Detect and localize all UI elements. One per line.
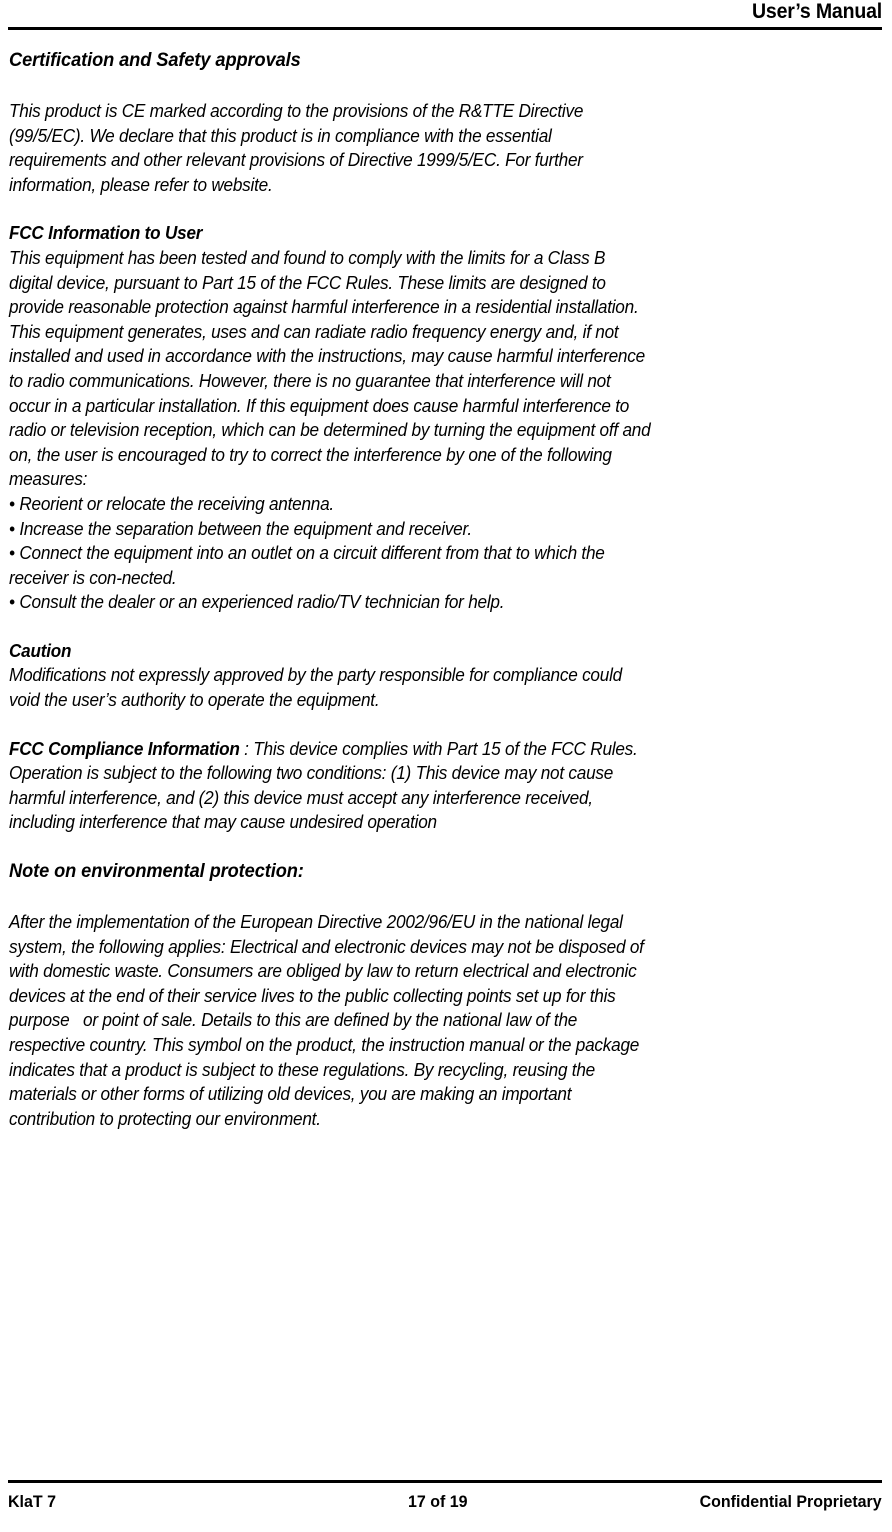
text-line: receiver is con-nected. [9, 567, 177, 588]
text-line: on, the user is encouraged to try to correct the interference by one of the following [9, 444, 612, 465]
text-line: requirements and other relevant provisions of Directive 1999/5/EC. For further [9, 150, 583, 171]
text-line: After the implementation of the European Directive 2002/96/EU in the national legal [9, 912, 623, 933]
text-line: This equipment has been tested and found to comply with the limits for a Class B [9, 247, 606, 268]
text-line: This equipment generates, uses and can radiate radio frequency energy and, if not [9, 321, 619, 342]
spacer [9, 197, 881, 221]
spacer [9, 835, 881, 859]
text-line: respective country. This symbol on the product, the instruction manual or the package [9, 1035, 640, 1055]
spacer [9, 74, 881, 99]
text-line: This product is CE marked according to the provisions of the R&TTE Directive [9, 101, 584, 121]
fcc-compliance-lead: FCC Compliance Information [9, 738, 240, 759]
text-line: Modifications not expressly approved by the party responsible for compliance could [9, 665, 622, 686]
text-line: with domestic waste. Consumers are obliged by law to return electrical and electronic [9, 961, 637, 982]
text-line: measures: [9, 469, 88, 490]
text-line: purpose or point of sale. Details to this are defined by the national law of the [9, 1010, 578, 1031]
text-line: occur in a particular installation. If this equipment does cause harmful interference to [9, 395, 630, 416]
bullet-item: • Increase the separation between the equipment and receiver. [9, 518, 472, 539]
text-line: indicates that a product is subject to these regulations. By recycling, reusing the [9, 1059, 595, 1080]
paragraph-fcc-information [9, 246, 880, 615]
page-header [8, 0, 882, 30]
section-heading-certification: Certification and Safety approvals [9, 50, 301, 71]
text-line: materials or other forms of utilizing old devices, you are making an important [9, 1084, 572, 1105]
paragraph-environmental [9, 910, 880, 1131]
footer-divider [8, 1480, 882, 1483]
header-title: User’s Manual [751, 0, 882, 23]
spacer [9, 615, 881, 639]
text-line: system, the following applies: Electrical and electronic devices may not be disposed of [9, 936, 644, 957]
text-line: Operation is subject to the following two conditions: (1) This device may not cause [9, 763, 614, 784]
footer-page-number: 17 of 19 [408, 1492, 468, 1511]
footer-row [8, 1490, 882, 1520]
section-heading-caution: Caution [9, 640, 72, 661]
section-heading-environmental: Note on environmental protection: [9, 861, 304, 883]
page-footer [8, 1480, 882, 1532]
text-line: (99/5/EC). We declare that this product is in compliance with the essential [9, 125, 552, 146]
text-line: digital device, pursuant to Part 15 of the FCC Rules. These limits are designed to [9, 272, 606, 293]
text-line: radio or television reception, which can be determined by turning the equipment off and [9, 420, 651, 441]
bullet-item: • Consult the dealer or an experienced radio/TV technician for help. [9, 592, 505, 613]
text-line: including interference that may cause undesired operation [9, 812, 437, 833]
page-content [9, 48, 881, 1131]
footer-document-id: KlaT 7 [8, 1492, 56, 1511]
text-line-with-lead [9, 737, 880, 762]
text-line: contribution to protecting our environment. [9, 1108, 321, 1129]
section-heading-fcc-information: FCC Information to User [9, 223, 203, 244]
text-line: to radio communications. However, there is no guarantee that interference will not [9, 370, 611, 391]
text-line: void the user’s authority to operate the equipment. [9, 690, 380, 711]
footer-confidentiality-notice: Confidential Proprietary [699, 1492, 882, 1511]
paragraph-caution [9, 663, 880, 712]
paragraph-fcc-compliance [9, 737, 880, 835]
spacer [9, 713, 881, 737]
text-line: installed and used in accordance with the instructions, may cause harmful interference [9, 346, 645, 367]
spacer [9, 885, 881, 910]
text-line: devices at the end of their service lives to the public collecting points set up for this [9, 985, 616, 1006]
paragraph-certification [9, 99, 880, 197]
text-line: : This device complies with Part 15 of the FCC Rules. [239, 738, 638, 759]
text-line: information, please refer to website. [9, 174, 273, 195]
header-divider [8, 27, 882, 30]
text-line: harmful interference, and (2) this device must accept any interference received, [9, 787, 593, 808]
bullet-item: • Reorient or relocate the receiving antenna. [9, 493, 334, 514]
text-line: provide reasonable protection against harmful interference in a residential installation. [9, 297, 639, 318]
bullet-item: • Connect the equipment into an outlet on a circuit different from that to which the [9, 543, 605, 564]
